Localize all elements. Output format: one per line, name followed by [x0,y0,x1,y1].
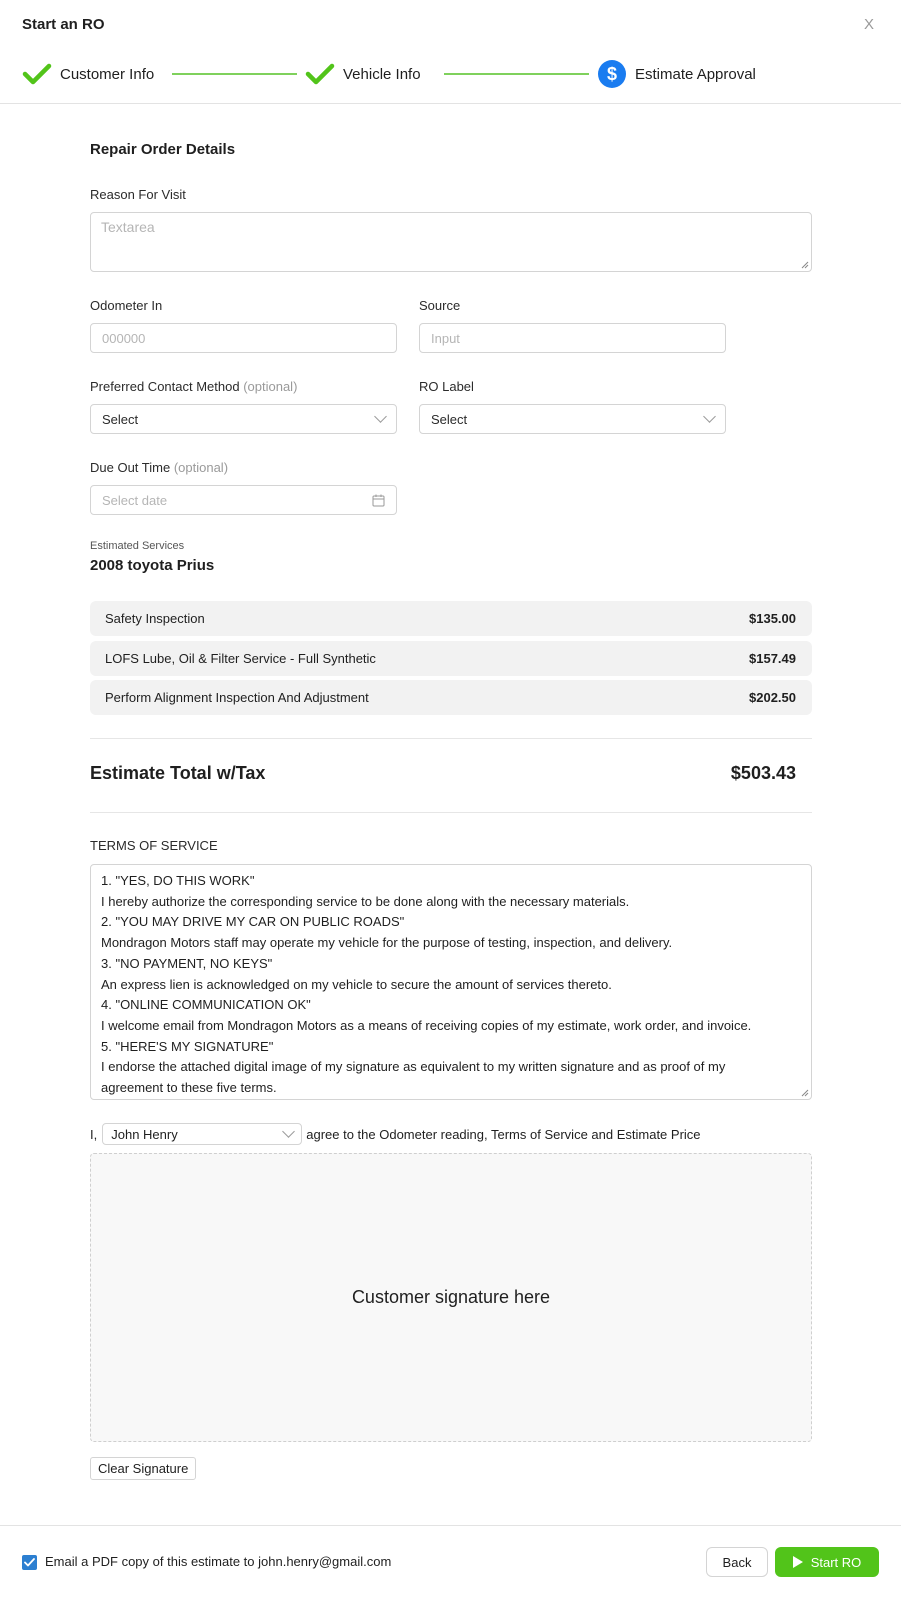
calendar-icon[interactable] [372,494,385,507]
section-title: Repair Order Details [90,141,236,158]
close-button[interactable]: X [864,16,875,33]
estimate-total-value: $503.43 [730,763,796,783]
terms-line: An express lien is acknowledged on my vehicle to secure the amount of services thereto. [101,976,612,992]
terms-line: 4. "ONLINE COMMUNICATION OK" [101,997,311,1013]
check-icon [305,62,335,86]
service-price: $135.00 [749,611,796,626]
contact-method-label-text: Preferred Contact Method [90,379,240,394]
terms-of-service-box[interactable] [90,864,812,1100]
odometer-placeholder: 000000 [102,330,146,346]
estimate-total-label: Estimate Total w/Tax [90,763,266,783]
estimated-services-label: Estimated Services [90,540,185,552]
modal-header [0,0,901,104]
service-name: Perform Alignment Inspection And Adjustment [105,690,369,705]
terms-line: 1. "YES, DO THIS WORK" [101,873,255,888]
contact-method-select[interactable] [90,404,397,434]
reason-label: Reason For Visit [90,187,186,202]
agreement-prefix: I, [90,1126,98,1142]
optional-tag: (optional) [243,379,298,394]
reason-textarea[interactable] [90,212,812,272]
step-estimate-approval[interactable] [598,60,756,88]
chevron-down-icon [703,410,716,423]
start-ro-button[interactable] [775,1547,879,1577]
vehicle-title: 2008 toyota Prius [90,557,215,574]
signature-pad[interactable] [90,1153,812,1442]
signer-name: John Henry [111,1126,178,1142]
start-ro-label: Start RO [810,1554,862,1570]
step-customer-info[interactable] [22,60,154,88]
signature-placeholder: Customer signature here [351,1287,551,1307]
due-out-label-text: Due Out Time [90,460,171,475]
resize-handle-icon[interactable] [801,1089,809,1097]
step-label: Vehicle Info [343,65,421,83]
clear-signature-button[interactable]: Clear Signature [90,1457,196,1480]
back-button[interactable]: Back [706,1547,768,1577]
divider [90,738,812,739]
ro-label-select[interactable] [419,404,726,434]
service-name: LOFS Lube, Oil & Filter Service - Full Synthetic [105,651,376,666]
resize-handle-icon[interactable] [801,261,809,269]
odometer-label: Odometer In [90,298,163,313]
due-out-date-picker[interactable] [90,485,397,515]
odometer-input[interactable] [90,323,397,353]
agreement-row [90,1123,701,1145]
signer-select[interactable] [102,1123,302,1145]
terms-line: I endorse the attached digital image of my signature as equivalent to my written signature and as proof of my [101,1059,726,1075]
source-placeholder: Input [431,330,460,346]
terms-line: agreement to these five terms. [101,1080,277,1096]
optional-tag: (optional) [173,460,229,475]
dollar-icon: $ [598,60,626,88]
step-connector [172,73,297,75]
service-price: $157.49 [749,651,796,666]
checkmark-icon [24,1558,35,1567]
ro-label-label: RO Label [419,379,474,394]
divider [90,812,812,813]
source-input[interactable] [419,323,726,353]
contact-method-value: Select [102,411,139,427]
agreement-suffix: agree to the Odometer reading, Terms of Service and Estimate Price [306,1126,701,1142]
check-icon [22,62,52,86]
contact-method-label [90,379,297,394]
chevron-down-icon [374,410,387,423]
terms-line: I welcome email from Mondragon Motors as a means of receiving copies of my estimate, work order, and invoice. [101,1017,752,1033]
modal-title: Start an RO [22,16,105,33]
terms-line: Mondragon Motors staff may operate my vehicle for the purpose of testing, inspection, and delivery. [101,935,673,951]
service-name: Safety Inspection [105,611,205,626]
step-vehicle-info[interactable] [305,60,421,88]
terms-line: 5. "HERE'S MY SIGNATURE" [101,1038,274,1054]
due-out-label [90,460,228,475]
play-icon [793,1556,803,1568]
terms-line: I hereby authorize the corresponding service to be done along with the necessary materials. [101,893,630,909]
service-row [90,641,812,676]
terms-title: TERMS OF SERVICE [90,838,218,853]
terms-line: 3. "NO PAYMENT, NO KEYS" [101,955,273,971]
step-label: Customer Info [60,65,155,83]
chevron-down-icon [282,1125,295,1138]
step-connector [444,73,589,75]
terms-line: 2. "YOU MAY DRIVE MY CAR ON PUBLIC ROADS" [101,914,405,930]
email-pdf-checkbox[interactable] [22,1555,37,1570]
service-row [90,601,812,636]
ro-label-value: Select [431,411,468,427]
email-pdf-label: Email a PDF copy of this estimate to john.henry@gmail.com [45,1554,392,1569]
reason-placeholder: Textarea [101,219,155,235]
due-out-placeholder: Select date [102,492,168,508]
step-label: Estimate Approval [635,65,756,83]
source-label: Source [419,298,461,313]
service-price: $202.50 [749,690,796,705]
service-row [90,680,812,715]
